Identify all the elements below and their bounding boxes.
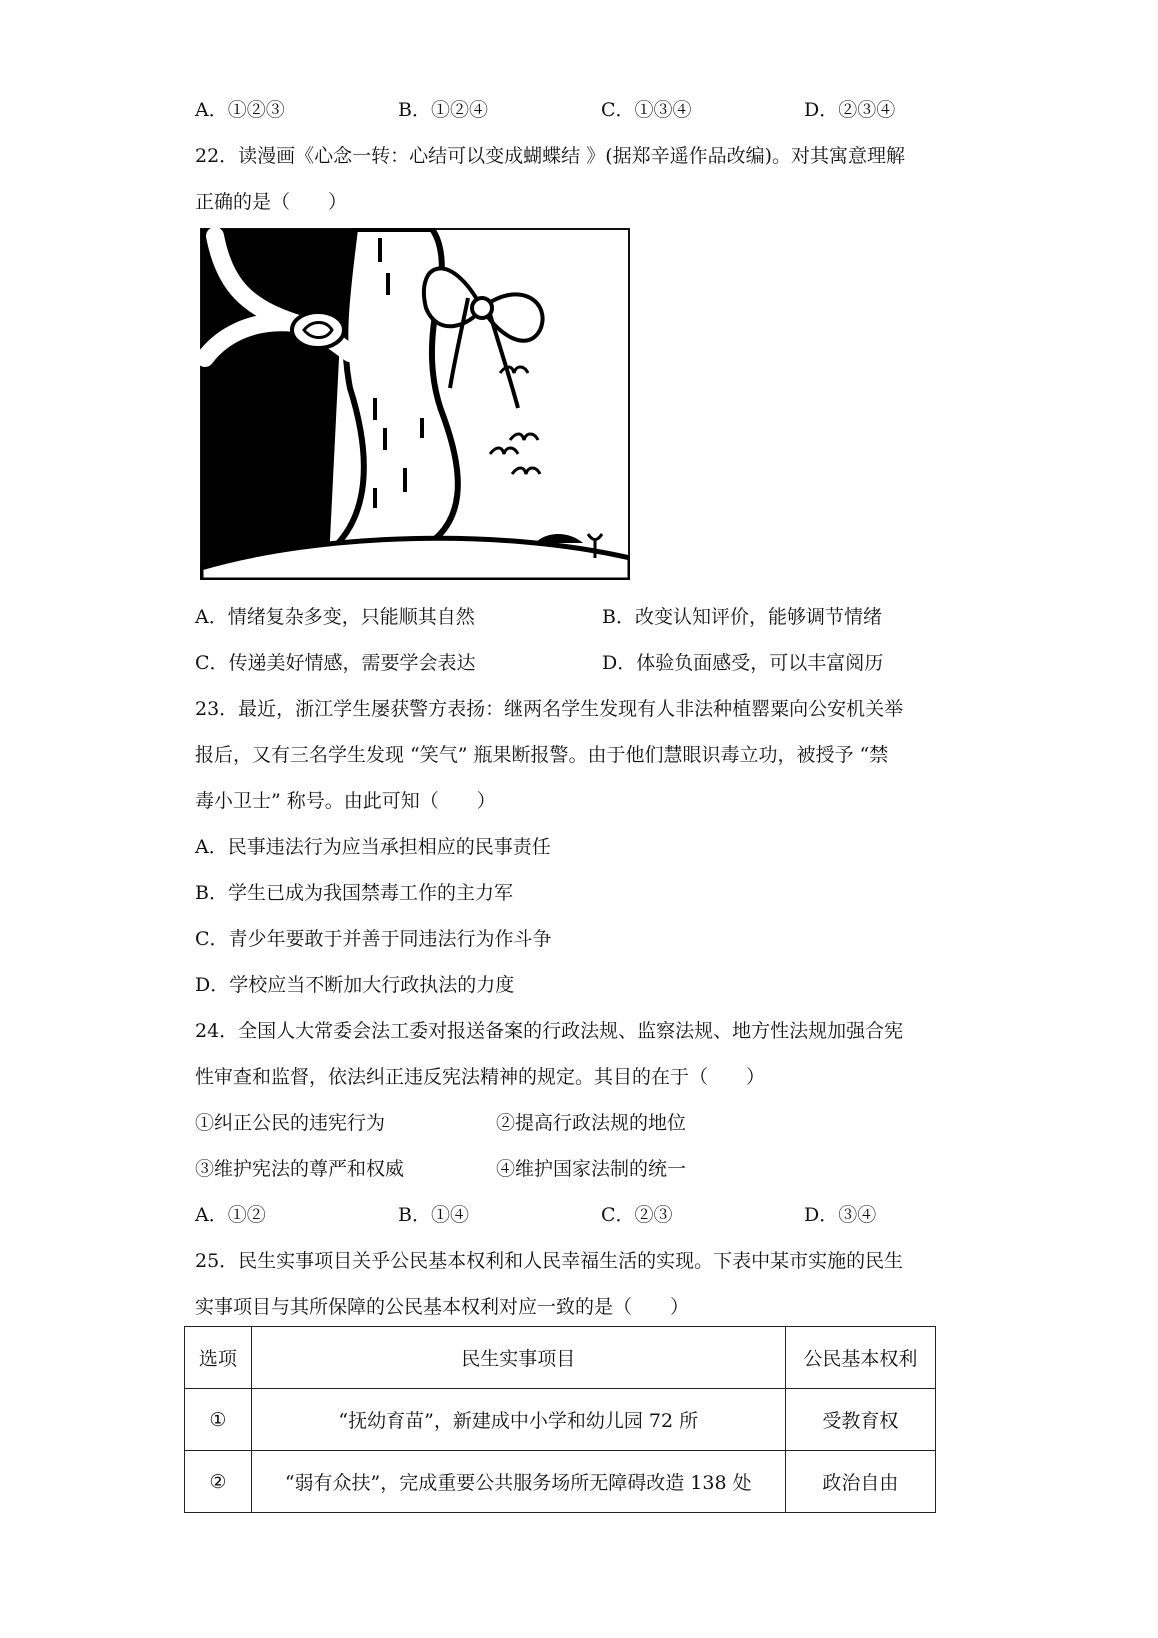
q23-stem-line2: 报后，又有三名学生发现 “笑气” 瓶果断报警。由于他们慧眼识毒立功，被授予 “禁	[195, 744, 889, 766]
q22-option-c[interactable]: C．传递美好情感，需要学会表达	[195, 652, 476, 674]
q23-option-b[interactable]: B．学生已成为我国禁毒工作的主力军	[195, 882, 513, 904]
q24-option-b[interactable]: B．①④	[398, 1204, 469, 1226]
q23-option-c[interactable]: C．青少年要敢于并善于同违法行为作斗争	[195, 928, 552, 950]
table-row	[185, 1389, 936, 1451]
q23-stem-line1: 23．最近，浙江学生屡获警方表扬：继两名学生发现有人非法种植罂粟向公安机关举	[195, 698, 904, 720]
table-cell: ①	[185, 1389, 252, 1451]
q22-option-a[interactable]: A．情绪复杂多变，只能顺其自然	[195, 606, 475, 628]
table-cell: 受教育权	[785, 1389, 935, 1451]
q22-option-d[interactable]: D．体验负面感受，可以丰富阅历	[602, 652, 884, 674]
table-row	[185, 1451, 936, 1513]
q25-stem-line1: 25．民生实事项目关乎公民基本权利和人民幸福生活的实现。下表中某市实施的民生	[195, 1250, 904, 1272]
q24-stem-line1: 24．全国人大常委会法工委对报送备案的行政法规、监察法规、地方性法规加强合宪	[195, 1020, 904, 1042]
table-header-row	[185, 1327, 936, 1389]
table-cell: ②	[185, 1451, 252, 1513]
q24-option-c[interactable]: C．②③	[601, 1204, 673, 1226]
q25-stem-line2: 实事项目与其所保障的公民基本权利对应一致的是（ ）	[195, 1296, 690, 1318]
table-cell: “抚幼育苗”，新建成中小学和幼儿园 72 所	[251, 1389, 785, 1451]
q24-statement-2: ②提高行政法规的地位	[496, 1112, 687, 1134]
q23-option-a[interactable]: A．民事违法行为应当承担相应的民事责任	[195, 836, 551, 858]
q21-option-d[interactable]: D．②③④	[804, 99, 896, 121]
table-header-cell: 公民基本权利	[785, 1327, 935, 1389]
q21-option-c[interactable]: C．①③④	[601, 99, 692, 121]
table-header-cell: 选项	[185, 1327, 252, 1389]
q23-option-d[interactable]: D．学校应当不断加大行政执法的力度	[195, 974, 515, 996]
q24-stem-line2: 性审查和监督，依法纠正违反宪法精神的规定。其目的在于（ ）	[195, 1066, 766, 1088]
q21-option-b[interactable]: B．①②④	[398, 99, 488, 121]
q21-option-a[interactable]: A．①②③	[195, 99, 285, 121]
rights-table	[184, 1326, 936, 1513]
q22-option-b[interactable]: B．改变认知评价，能够调节情绪	[602, 606, 882, 628]
q23-stem-line3: 毒小卫士” 称号。由此可知（ ）	[195, 790, 496, 812]
table-cell: “弱有众扶”，完成重要公共服务场所无障碍改造 138 处	[251, 1451, 785, 1513]
q24-option-a[interactable]: A．①②	[195, 1204, 266, 1226]
q24-statement-3: ③维护宪法的尊严和权威	[195, 1158, 405, 1180]
q24-statement-1: ①纠正公民的违宪行为	[195, 1112, 386, 1134]
q22-stem-line1: 22．读漫画《心念一转：心结可以变成蝴蝶结 》(据郑辛遥作品改编)。对其寓意理解	[195, 145, 906, 167]
q24-statement-4: ④维护国家法制的统一	[496, 1158, 687, 1180]
cartoon-image	[200, 228, 630, 580]
table-cell: 政治自由	[785, 1451, 935, 1513]
q22-stem-line2: 正确的是（ ）	[195, 191, 348, 213]
q24-option-d[interactable]: D．③④	[804, 1204, 877, 1226]
table-header-cell: 民生实事项目	[251, 1327, 785, 1389]
